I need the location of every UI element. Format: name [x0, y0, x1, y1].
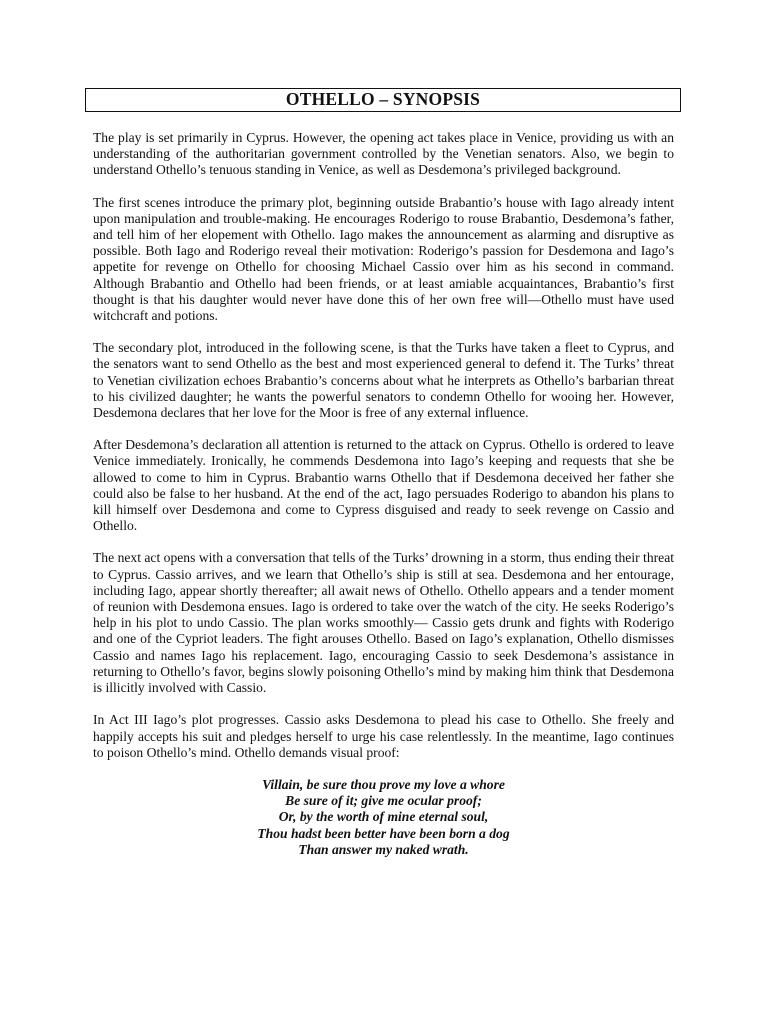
paragraph-setting: The play is set primarily in Cyprus. However, the opening act takes place in Venice, providing us with an understanding of the authoritarian government controlled by the Venetian senators. Also, we begin to understand Othello’s tenuous standing in Venice, as well as Desdemona’s privileged background. — [93, 130, 674, 178]
paragraph-declaration: After Desdemona’s declaration all attention is returned to the attack on Cyprus. Othello is ordered to leave Venice immediately. Ironically, he commends Desdemona into Iago’s keeping and requests that she be allowed to come to him in Cyprus. Brabantio warns Othello that if Desdemona deceived her father she could also be false to her husband. At the end of the act, Iago persuades Roderigo to abandon his plans to kill himself over Desdemona and come to Cypress disguised and ready to seek revenge on Cassio and Othello. — [93, 437, 674, 534]
page-title: OTHELLO – SYNOPSIS — [285, 89, 481, 110]
quote-block — [93, 777, 674, 858]
synopsis-body — [93, 130, 674, 858]
quote-line: Villain, be sure thou prove my love a whore — [262, 776, 505, 792]
quote-line: Be sure of it; give me ocular proof; — [285, 793, 482, 809]
title-box — [85, 88, 681, 112]
paragraph-next-act: The next act opens with a conversation that tells of the Turks’ drowning in a storm, thus ending their threat to Cyprus. Cassio arrives, and we learn that Othello’s ship is still at sea. Desdemona and her entourage, including Iago, appear shortly thereafter; all await news of Othello. Othello appears and a tender moment of reunion with Desdemona ensues. Iago is ordered to take over the watch of the city. He seeks Roderigo’s help in his plot to undo Cassio. The plan works smoothly— Cassio gets drunk and fights with Roderigo and one of the Cypriot leaders. The fight arouses Othello. Based on Iago’s explanation, Othello dismisses Cassio and names Iago his replacement. Iago, encouraging Cassio to seek Desdemona’s assistance in returning to Othello’s favor, begins slowly poisoning Othello’s mind by making him think that Desdemona is illicitly involved with Cassio. — [93, 550, 674, 696]
paragraph-act-three: In Act III Iago’s plot progresses. Cassio asks Desdemona to plead his case to Othello. She freely and happily accepts his suit and pledges herself to urge his case relentlessly. In the meantime, Iago continues to poison Othello’s mind. Othello demands visual proof: — [93, 712, 674, 760]
paragraph-secondary-plot: The secondary plot, introduced in the following scene, is that the Turks have taken a fleet to Cyprus, and the senators want to send Othello as the best and most experienced general to defend it. The Turks’ threat to Venetian civilization echoes Brabantio’s concerns about what he interprets as Othello’s barbarian threat to his civilized daughter; he wants the powerful senators to condemn Othello for wooing her. However, Desdemona declares that her love for the Moor is free of any external influence. — [93, 340, 674, 421]
quote-line: Thou hadst been better have been born a dog — [257, 825, 510, 841]
quote-line: Than answer my naked wrath. — [298, 841, 469, 857]
paragraph-primary-plot: The first scenes introduce the primary plot, beginning outside Brabantio’s house with Iago already intent upon manipulation and trouble-making. He encourages Roderigo to rouse Brabantio, Desdemona’s father, and tell him of her elopement with Othello. Iago makes the announcement as alarming and disruptive as possible. Both Iago and Roderigo reveal their motivation: Roderigo’s passion for Desdemona and Iago’s appetite for revenge on Othello for choosing Michael Cassio over him as his second in command. Although Brabantio and Othello had been friends, or at least amiable acquaintances, Brabantio’s first thought is that his daughter would never have done this of her own free will—Othello must have used witchcraft and potions. — [93, 194, 674, 324]
quote-line: Or, by the worth of mine eternal soul, — [278, 809, 489, 825]
